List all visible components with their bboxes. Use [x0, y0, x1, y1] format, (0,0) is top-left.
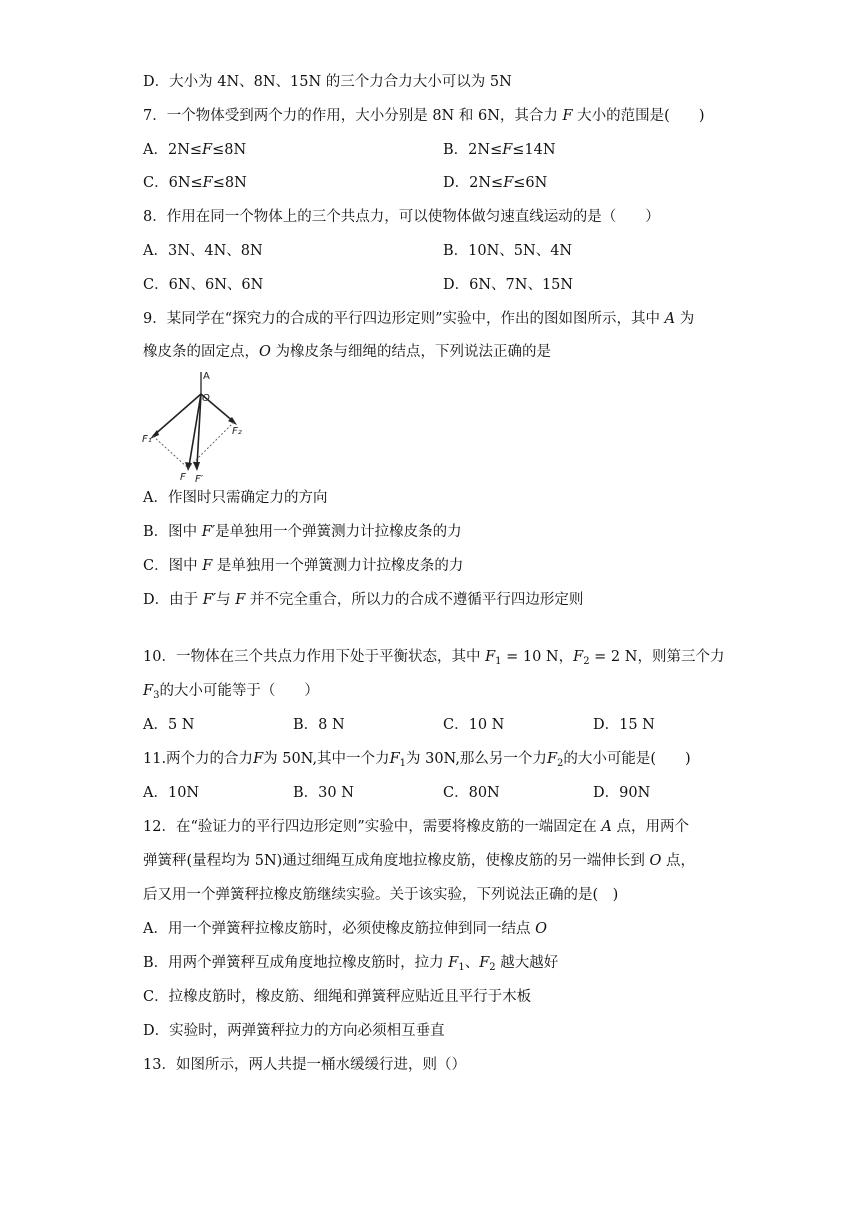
q8-option-d: D．6N、7N、15N: [443, 277, 574, 293]
q11-option-c: C．80N: [443, 785, 500, 801]
q10-option-a: A．5 N: [143, 717, 195, 733]
q8-option-c: C．6N、6N、6N: [143, 277, 264, 293]
q11-option-a: A．10N: [143, 785, 200, 801]
q10-stem-line2: $F_3$的大小可能等于（ ）: [143, 683, 319, 701]
q12-option-d: D．实验时，两弹簧秤拉力的方向必须相互垂直: [143, 1023, 445, 1039]
q7-option-a: A．2N≤F≤8N: [143, 142, 247, 158]
figure-label-f1: F₁: [142, 434, 152, 445]
q10-option-d: D．15 N: [593, 717, 655, 733]
q11-stem: 11.两个力的合力F为 50N,其中一个力$F_1$为 30N,那么另一个力$F_2$的大小可能是( ): [143, 751, 691, 769]
q10-option-b: B．8 N: [293, 717, 345, 733]
q9-option-a: A．作图时只需确定力的方向: [143, 490, 328, 506]
q9-stem-line1: 9．某同学在“探究力的合成的平行四边形定则”实验中，作出的图如图所示，其中 A 为: [143, 311, 695, 327]
figure-label-o: O: [202, 393, 210, 404]
q12-option-c: C．拉橡皮筋时，橡皮筋、细绳和弹簧秤应贴近且平行于木板: [143, 989, 532, 1005]
figure-label-f: F: [180, 472, 186, 483]
q12-stem-line1: 12．在“验证力的平行四边形定则”实验中，需要将橡皮筋的一端固定在 A 点，用两个: [143, 819, 689, 835]
q11-option-d: D．90N: [593, 785, 651, 801]
q9-option-b: B．图中 F′是单独用一个弹簧测力计拉橡皮条的力: [143, 524, 462, 540]
q11-option-b: B．30 N: [293, 785, 354, 801]
figure-label-a: A: [203, 371, 210, 382]
q12-option-b: B．用两个弹簧秤互成角度地拉橡皮筋时，拉力 $F_1$、$F_2$ 越大越好: [143, 955, 559, 973]
figure-label-f-prime: F′: [195, 474, 204, 485]
q7-option-d: D．2N≤F≤6N: [443, 175, 548, 191]
q9-stem-line2: 橡皮条的固定点，O 为橡皮条与细绳的结点，下列说法正确的是: [143, 344, 551, 360]
q9-option-c: C．图中 F 是单独用一个弹簧测力计拉橡皮条的力: [143, 558, 464, 574]
q8-option-b: B．10N、5N、4N: [443, 243, 573, 259]
q7-option-c: C．6N≤F≤8N: [143, 175, 247, 191]
q7-option-b: B．2N≤F≤14N: [443, 142, 556, 158]
q12-stem-line3: 后又用一个弹簧秤拉橡皮筋继续实验。关于该实验，下列说法正确的是( ): [143, 887, 619, 903]
q10-option-c: C．10 N: [443, 717, 505, 733]
q7-stem: 7．一个物体受到两个力的作用，大小分别是 8N 和 6N，其合力 F 大小的范围是( ): [143, 108, 705, 124]
q12-stem-line2: 弹簧秤(量程均为 5N)通过细绳互成角度地拉橡皮筋，使橡皮筋的另一端伸长到 O 点，: [143, 853, 695, 869]
q10-stem-line1: 10．一物体在三个共点力作用下处于平衡状态，其中 $F_1 = 10$ N，$F_2 = 2$ N，则第三个力: [143, 649, 725, 667]
figure-label-f2: F₂: [232, 426, 242, 437]
q8-option-a: A．3N、4N、8N: [143, 243, 263, 259]
q8-stem: 8．作用在同一个物体上的三个共点力，可以使物体做匀速直线运动的是（ ）: [143, 209, 660, 225]
q12-option-a: A．用一个弹簧秤拉橡皮筋时，必须使橡皮筋拉伸到同一结点 O: [143, 921, 547, 937]
q13-stem: 13．如图所示，两人共提一桶水缓缓行进，则（）: [143, 1057, 466, 1073]
q6-option-d: D．大小为 4N、8N、15N 的三个力合力大小可以为 5N: [143, 74, 512, 90]
q9-option-d: D．由于 F′与 F 并不完全重合，所以力的合成不遵循平行四边形定则: [143, 592, 584, 608]
force-parallelogram-figure: [140, 370, 250, 485]
